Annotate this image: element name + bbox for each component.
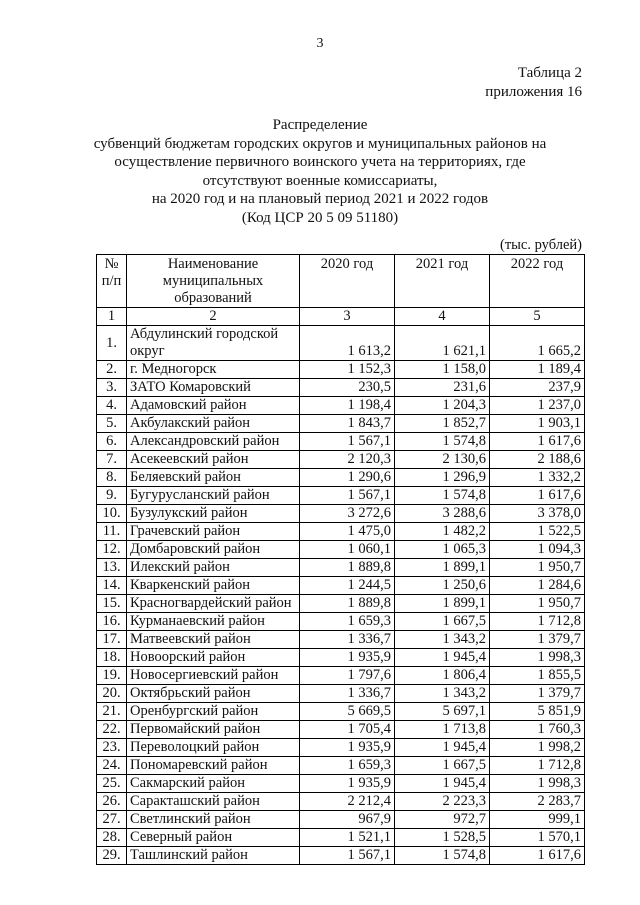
value-2021-cell: 972,7	[395, 811, 490, 829]
value-2020-cell: 230,5	[300, 379, 395, 397]
header-2021: 2021 год	[395, 255, 490, 308]
table-row	[97, 541, 585, 559]
heading-line: отсутствуют военные комиссариаты,	[202, 172, 438, 189]
table-row	[97, 523, 585, 541]
value-2022-cell: 1 998,3	[490, 775, 585, 793]
header-2020: 2020 год	[300, 255, 395, 308]
value-2022-cell: 1 998,3	[490, 649, 585, 667]
value-2021-cell: 1 574,8	[395, 847, 490, 865]
value-2022-cell: 2 188,6	[490, 451, 585, 469]
value-2020-cell: 1 935,9	[300, 739, 395, 757]
table-row	[97, 739, 585, 757]
municipality-name-cell: Северный район	[127, 829, 300, 847]
value-2020-cell: 5 669,5	[300, 703, 395, 721]
table-index-row	[97, 308, 585, 326]
row-number-cell: 15.	[97, 595, 127, 613]
value-2021-cell: 1 667,5	[395, 757, 490, 775]
value-2021-cell: 2 130,6	[395, 451, 490, 469]
value-2021-cell: 231,6	[395, 379, 490, 397]
municipality-name-cell: Саракташский район	[127, 793, 300, 811]
row-number-cell: 1.	[97, 326, 127, 361]
municipality-name-cell: ЗАТО Комаровский	[127, 379, 300, 397]
row-number-cell: 19.	[97, 667, 127, 685]
municipality-name-cell: Адамовский район	[127, 397, 300, 415]
value-2020-cell: 1 198,4	[300, 397, 395, 415]
table-row	[97, 451, 585, 469]
value-2021-cell: 1 065,3	[395, 541, 490, 559]
table-row	[97, 649, 585, 667]
municipality-name-cell: Акбулакский район	[127, 415, 300, 433]
row-number-cell: 11.	[97, 523, 127, 541]
value-2020-cell: 1 244,5	[300, 577, 395, 595]
heading-line: на 2020 год и на плановый период 2021 и 2022 годов	[151, 191, 489, 207]
value-2022-cell: 1 950,7	[490, 559, 585, 577]
value-2020-cell: 1 521,1	[300, 829, 395, 847]
value-2020-cell: 1 567,1	[300, 433, 395, 451]
value-2020-cell: 1 475,0	[300, 523, 395, 541]
value-2021-cell: 1 945,4	[395, 775, 490, 793]
row-number-cell: 5.	[97, 415, 127, 433]
value-2020-cell: 967,9	[300, 811, 395, 829]
value-2020-cell: 1 843,7	[300, 415, 395, 433]
value-2020-cell: 1 290,6	[300, 469, 395, 487]
table-row	[97, 397, 585, 415]
municipality-name-cell: Оренбургский район	[127, 703, 300, 721]
row-number-cell: 14.	[97, 577, 127, 595]
value-2021-cell: 1 343,2	[395, 685, 490, 703]
annex-appendix-label: приложения 16	[485, 84, 582, 100]
table-row	[97, 379, 585, 397]
municipality-name-cell: Бугурусланский район	[127, 487, 300, 505]
value-2021-cell: 1 574,8	[395, 487, 490, 505]
municipality-name-cell: Домбаровский район	[127, 541, 300, 559]
table-row	[97, 721, 585, 739]
index-cell: 3	[300, 308, 395, 326]
value-2022-cell: 1 189,4	[490, 361, 585, 379]
value-2021-cell: 1 945,4	[395, 649, 490, 667]
municipality-name-cell: Грачевский район	[127, 523, 300, 541]
value-2022-cell: 1 998,2	[490, 739, 585, 757]
index-cell: 1	[97, 308, 127, 326]
value-2022-cell: 1 855,5	[490, 667, 585, 685]
value-2021-cell: 1 482,2	[395, 523, 490, 541]
value-2020-cell: 3 272,6	[300, 505, 395, 523]
value-2021-cell: 1 713,8	[395, 721, 490, 739]
municipality-name-cell: Сакмарский район	[127, 775, 300, 793]
heading-line: осуществление первичного воинского учета на территориях, где	[114, 154, 526, 170]
table-row	[97, 613, 585, 631]
municipality-name-cell: Красногвардейский район	[127, 595, 300, 613]
table-row	[97, 595, 585, 613]
value-2021-cell: 1 296,9	[395, 469, 490, 487]
value-2020-cell: 1 889,8	[300, 595, 395, 613]
heading-code: (Код ЦСР 20 5 09 51180)	[241, 209, 399, 226]
value-2022-cell: 1 617,6	[490, 847, 585, 865]
value-2020-cell: 1 567,1	[300, 487, 395, 505]
value-2022-cell: 1 379,7	[490, 631, 585, 649]
value-2021-cell: 1 667,5	[395, 613, 490, 631]
value-2021-cell: 2 223,3	[395, 793, 490, 811]
value-2021-cell: 1 852,7	[395, 415, 490, 433]
municipality-name-cell: Пономаревский район	[127, 757, 300, 775]
municipality-name-cell: Курманаевский район	[127, 613, 300, 631]
value-2022-cell: 1 522,5	[490, 523, 585, 541]
value-2022-cell: 5 851,9	[490, 703, 585, 721]
value-2022-cell: 1 237,0	[490, 397, 585, 415]
value-2020-cell: 1 567,1	[300, 847, 395, 865]
value-2021-cell: 1 621,1	[395, 326, 490, 361]
municipality-name-cell: Асекеевский район	[127, 451, 300, 469]
row-number-cell: 10.	[97, 505, 127, 523]
row-number-cell: 12.	[97, 541, 127, 559]
table-row	[97, 775, 585, 793]
municipality-name-cell: Кваркенский район	[127, 577, 300, 595]
table-row	[97, 361, 585, 379]
municipality-name-cell: Первомайский район	[127, 721, 300, 739]
row-number-cell: 21.	[97, 703, 127, 721]
value-2021-cell: 1 899,1	[395, 595, 490, 613]
value-2022-cell: 1 617,6	[490, 433, 585, 451]
value-2020-cell: 1 152,3	[300, 361, 395, 379]
row-number-cell: 23.	[97, 739, 127, 757]
value-2020-cell: 1 659,3	[300, 613, 395, 631]
value-2021-cell: 1 574,8	[395, 433, 490, 451]
municipality-name-cell: Ташлинский район	[127, 847, 300, 865]
municipality-name-cell: Новосергиевский район	[127, 667, 300, 685]
table-row	[97, 631, 585, 649]
value-2020-cell: 1 935,9	[300, 649, 395, 667]
value-2022-cell: 1 617,6	[490, 487, 585, 505]
municipality-name-cell: Светлинский район	[127, 811, 300, 829]
value-2020-cell: 2 212,4	[300, 793, 395, 811]
value-2021-cell: 1 528,5	[395, 829, 490, 847]
header-2022: 2022 год	[490, 255, 585, 308]
value-2022-cell: 1 903,1	[490, 415, 585, 433]
municipality-name-cell: Матвеевский район	[127, 631, 300, 649]
value-2022-cell: 237,9	[490, 379, 585, 397]
annex-table-label: Таблица 2	[517, 65, 582, 81]
index-cell: 4	[395, 308, 490, 326]
value-2022-cell: 1 379,7	[490, 685, 585, 703]
municipality-name-cell: г. Медногорск	[127, 361, 300, 379]
value-2022-cell: 1 950,7	[490, 595, 585, 613]
table-row	[97, 793, 585, 811]
value-2020-cell: 1 659,3	[300, 757, 395, 775]
row-number-cell: 24.	[97, 757, 127, 775]
table-row	[97, 415, 585, 433]
row-number-cell: 28.	[97, 829, 127, 847]
municipality-name-cell: Абдулинский городской округ	[127, 326, 300, 361]
annex-label	[485, 64, 582, 102]
municipality-name-cell: Бузулукский район	[127, 505, 300, 523]
heading-title: Распределение	[272, 117, 368, 133]
row-number-cell: 26.	[97, 793, 127, 811]
row-number-cell: 2.	[97, 361, 127, 379]
row-number-cell: 9.	[97, 487, 127, 505]
table-row	[97, 847, 585, 865]
table-row	[97, 757, 585, 775]
table-row	[97, 685, 585, 703]
index-cell: 5	[490, 308, 585, 326]
value-2021-cell: 1 899,1	[395, 559, 490, 577]
row-number-cell: 3.	[97, 379, 127, 397]
row-number-cell: 25.	[97, 775, 127, 793]
value-2020-cell: 2 120,3	[300, 451, 395, 469]
municipality-name-cell: Октябрьский район	[127, 685, 300, 703]
table-row	[97, 577, 585, 595]
value-2020-cell: 1 336,7	[300, 631, 395, 649]
table-row	[97, 505, 585, 523]
table-body	[97, 326, 585, 865]
row-number-cell: 16.	[97, 613, 127, 631]
value-2021-cell: 3 288,6	[395, 505, 490, 523]
value-2022-cell: 2 283,7	[490, 793, 585, 811]
row-number-cell: 22.	[97, 721, 127, 739]
row-number-cell: 27.	[97, 811, 127, 829]
value-2020-cell: 1 060,1	[300, 541, 395, 559]
index-cell: 2	[127, 308, 300, 326]
row-number-cell: 18.	[97, 649, 127, 667]
table-row	[97, 703, 585, 721]
table-row	[97, 559, 585, 577]
row-number-cell: 7.	[97, 451, 127, 469]
table-row	[97, 487, 585, 505]
value-2021-cell: 1 806,4	[395, 667, 490, 685]
row-number-cell: 4.	[97, 397, 127, 415]
municipality-name-cell: Александровский район	[127, 433, 300, 451]
header-name: Наименование муниципальных образований	[127, 255, 300, 308]
table-row	[97, 829, 585, 847]
heading-line: субвенций бюджетам городских округов и муниципальных районов на	[93, 135, 547, 152]
municipality-name-cell: Переволоцкий район	[127, 739, 300, 757]
value-2022-cell: 1 332,2	[490, 469, 585, 487]
value-2022-cell: 999,1	[490, 811, 585, 829]
value-2021-cell: 1 204,3	[395, 397, 490, 415]
table-header-row	[97, 255, 585, 308]
value-2022-cell: 1 760,3	[490, 721, 585, 739]
value-2020-cell: 1 889,8	[300, 559, 395, 577]
row-number-cell: 17.	[97, 631, 127, 649]
municipality-name-cell: Беляевский район	[127, 469, 300, 487]
row-number-cell: 29.	[97, 847, 127, 865]
row-number-cell: 6.	[97, 433, 127, 451]
value-2020-cell: 1 705,4	[300, 721, 395, 739]
value-2022-cell: 1 094,3	[490, 541, 585, 559]
value-2020-cell: 1 613,2	[300, 326, 395, 361]
value-2021-cell: 1 945,4	[395, 739, 490, 757]
value-2020-cell: 1 797,6	[300, 667, 395, 685]
value-2021-cell: 5 697,1	[395, 703, 490, 721]
value-2022-cell: 1 570,1	[490, 829, 585, 847]
value-2020-cell: 1 935,9	[300, 775, 395, 793]
table-row	[97, 469, 585, 487]
row-number-cell: 13.	[97, 559, 127, 577]
table-row	[97, 811, 585, 829]
municipality-name-cell: Новоорский район	[127, 649, 300, 667]
table-row	[97, 433, 585, 451]
document-heading	[60, 116, 580, 227]
value-2022-cell: 1 665,2	[490, 326, 585, 361]
page-number: 3	[316, 36, 324, 51]
value-2022-cell: 1 284,6	[490, 577, 585, 595]
row-number-cell: 20.	[97, 685, 127, 703]
municipality-name-cell: Илекский район	[127, 559, 300, 577]
row-number-cell: 8.	[97, 469, 127, 487]
value-2021-cell: 1 343,2	[395, 631, 490, 649]
value-2021-cell: 1 250,6	[395, 577, 490, 595]
subvention-table	[96, 254, 585, 865]
table-row	[97, 326, 585, 361]
value-2020-cell: 1 336,7	[300, 685, 395, 703]
value-2021-cell: 1 158,0	[395, 361, 490, 379]
value-2022-cell: 1 712,8	[490, 613, 585, 631]
value-2022-cell: 3 378,0	[490, 505, 585, 523]
units-label: (тыс. рублей)	[500, 237, 582, 253]
value-2022-cell: 1 712,8	[490, 757, 585, 775]
header-num: № п/п	[97, 255, 127, 308]
table-row	[97, 667, 585, 685]
